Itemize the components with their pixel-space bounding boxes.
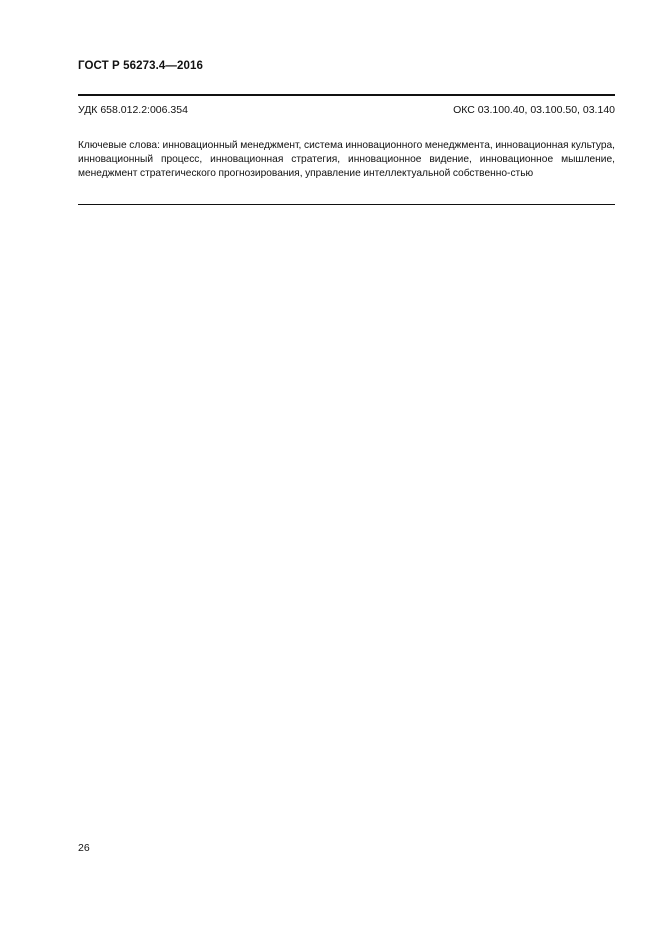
standard-title: ГОСТ Р 56273.4—2016 <box>78 60 203 72</box>
keywords-paragraph: Ключевые слова: инновационный менеджмент, система инновационного менеджмента, инновационная культура, инновационный процесс, инновационная стратегия, инновационное видение, инновационное мышление, менеджмент стратегического прогнозирования, управление интеллектуальной собственно-стью <box>78 140 615 179</box>
udc-code: УДК 658.012.2:006.354 <box>78 104 188 116</box>
classification-row <box>78 104 615 116</box>
footer-rule <box>78 204 615 205</box>
page-number: 26 <box>78 842 90 854</box>
header-rule <box>78 94 615 96</box>
oks-code: ОКС 03.100.40, 03.100.50, 03.140 <box>453 104 615 116</box>
